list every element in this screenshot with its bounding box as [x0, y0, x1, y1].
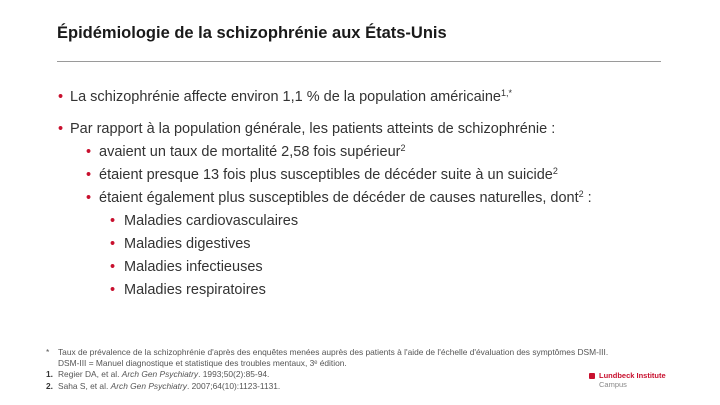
reference-superscript: 2	[400, 143, 406, 153]
reference-1	[46, 369, 608, 380]
bullet-dot-icon: •	[86, 167, 92, 183]
reference-details: . 1993;50(2):85-94.	[198, 369, 270, 380]
bullet-dot-icon: •	[86, 190, 92, 206]
bullet-text: Par rapport à la population générale, les patients atteints de schizophrénie :	[70, 121, 556, 137]
lundbeck-logo	[589, 371, 666, 389]
bullet-dot-icon: •	[58, 121, 64, 137]
logo-line-2: Campus	[599, 380, 627, 389]
footnote-marker: *	[46, 347, 50, 357]
bullet-dot-icon: •	[110, 282, 116, 298]
footnotes	[46, 347, 608, 392]
reference-journal: Arch Gen Psychiatry	[110, 380, 187, 391]
reference-marker: 2.	[46, 380, 53, 391]
logo-line-1: Lundbeck Institute	[599, 371, 666, 380]
bullet-text: étaient presque 13 fois plus susceptibles de décéder suite à un suicide	[99, 167, 553, 183]
cause-text: Maladies digestives	[124, 236, 251, 252]
bullet-dot-icon: •	[58, 89, 64, 105]
cause-item	[57, 233, 697, 256]
logo-mark-icon	[589, 373, 595, 379]
reference-details: . 2007;64(10):1123-1131.	[186, 380, 281, 391]
reference-journal: Arch Gen Psychiatry	[121, 369, 199, 380]
cause-text: Maladies respiratoires	[124, 282, 266, 298]
bullet-dot-icon: •	[110, 213, 116, 229]
reference-superscript: 1,*	[501, 88, 513, 98]
cause-item	[57, 279, 697, 302]
reference-2	[46, 381, 608, 392]
reference-superscript: 2	[552, 166, 558, 176]
bullet-dot-icon: •	[110, 236, 116, 252]
footnote-dsm	[46, 358, 608, 369]
footnote-text: DSM-III = Manuel diagnostique et statistique des troubles mentaux, 3ᵉ édition.	[58, 358, 347, 369]
bullet-list	[57, 86, 697, 302]
sub-bullet-natural-causes	[57, 187, 697, 210]
cause-text: Maladies cardiovasculaires	[124, 213, 299, 229]
bullet-dot-icon: •	[110, 259, 116, 275]
reference-marker: 1.	[46, 369, 53, 380]
cause-item	[57, 210, 697, 233]
footnote-prevalence	[46, 347, 608, 358]
cause-text: Maladies infectieuses	[124, 259, 263, 275]
sub-bullet-mortality	[57, 141, 697, 164]
footnote-text: Taux de prévalence de la schizophrénie d'après des enquêtes menées auprès des patients à l'aide de l'échelle d'évaluation des symptômes DSM-III.	[58, 347, 609, 357]
bullet-text: La schizophrénie affecte environ 1,1 % de la population américaine	[70, 89, 501, 105]
sub-bullet-suicide	[57, 164, 697, 187]
bullet-comparison	[57, 118, 697, 141]
bullet-text: avaient un taux de mortalité 2,58 fois supérieur	[99, 144, 401, 160]
bullet-dot-icon: •	[86, 144, 92, 160]
bullet-text: étaient également plus susceptibles de décéder de causes naturelles, dont	[99, 190, 579, 206]
bullet-prevalence	[57, 86, 697, 109]
slide-title: Épidémiologie de la schizophrénie aux États-Unis	[57, 24, 447, 42]
logo-text	[599, 371, 666, 389]
bullet-tail: :	[583, 190, 592, 206]
cause-item	[57, 256, 697, 279]
reference-authors: Regier DA, et al.	[58, 369, 122, 380]
reference-authors: Saha S, et al.	[58, 380, 111, 391]
reference-superscript: 2	[578, 189, 584, 199]
title-divider	[57, 61, 661, 62]
